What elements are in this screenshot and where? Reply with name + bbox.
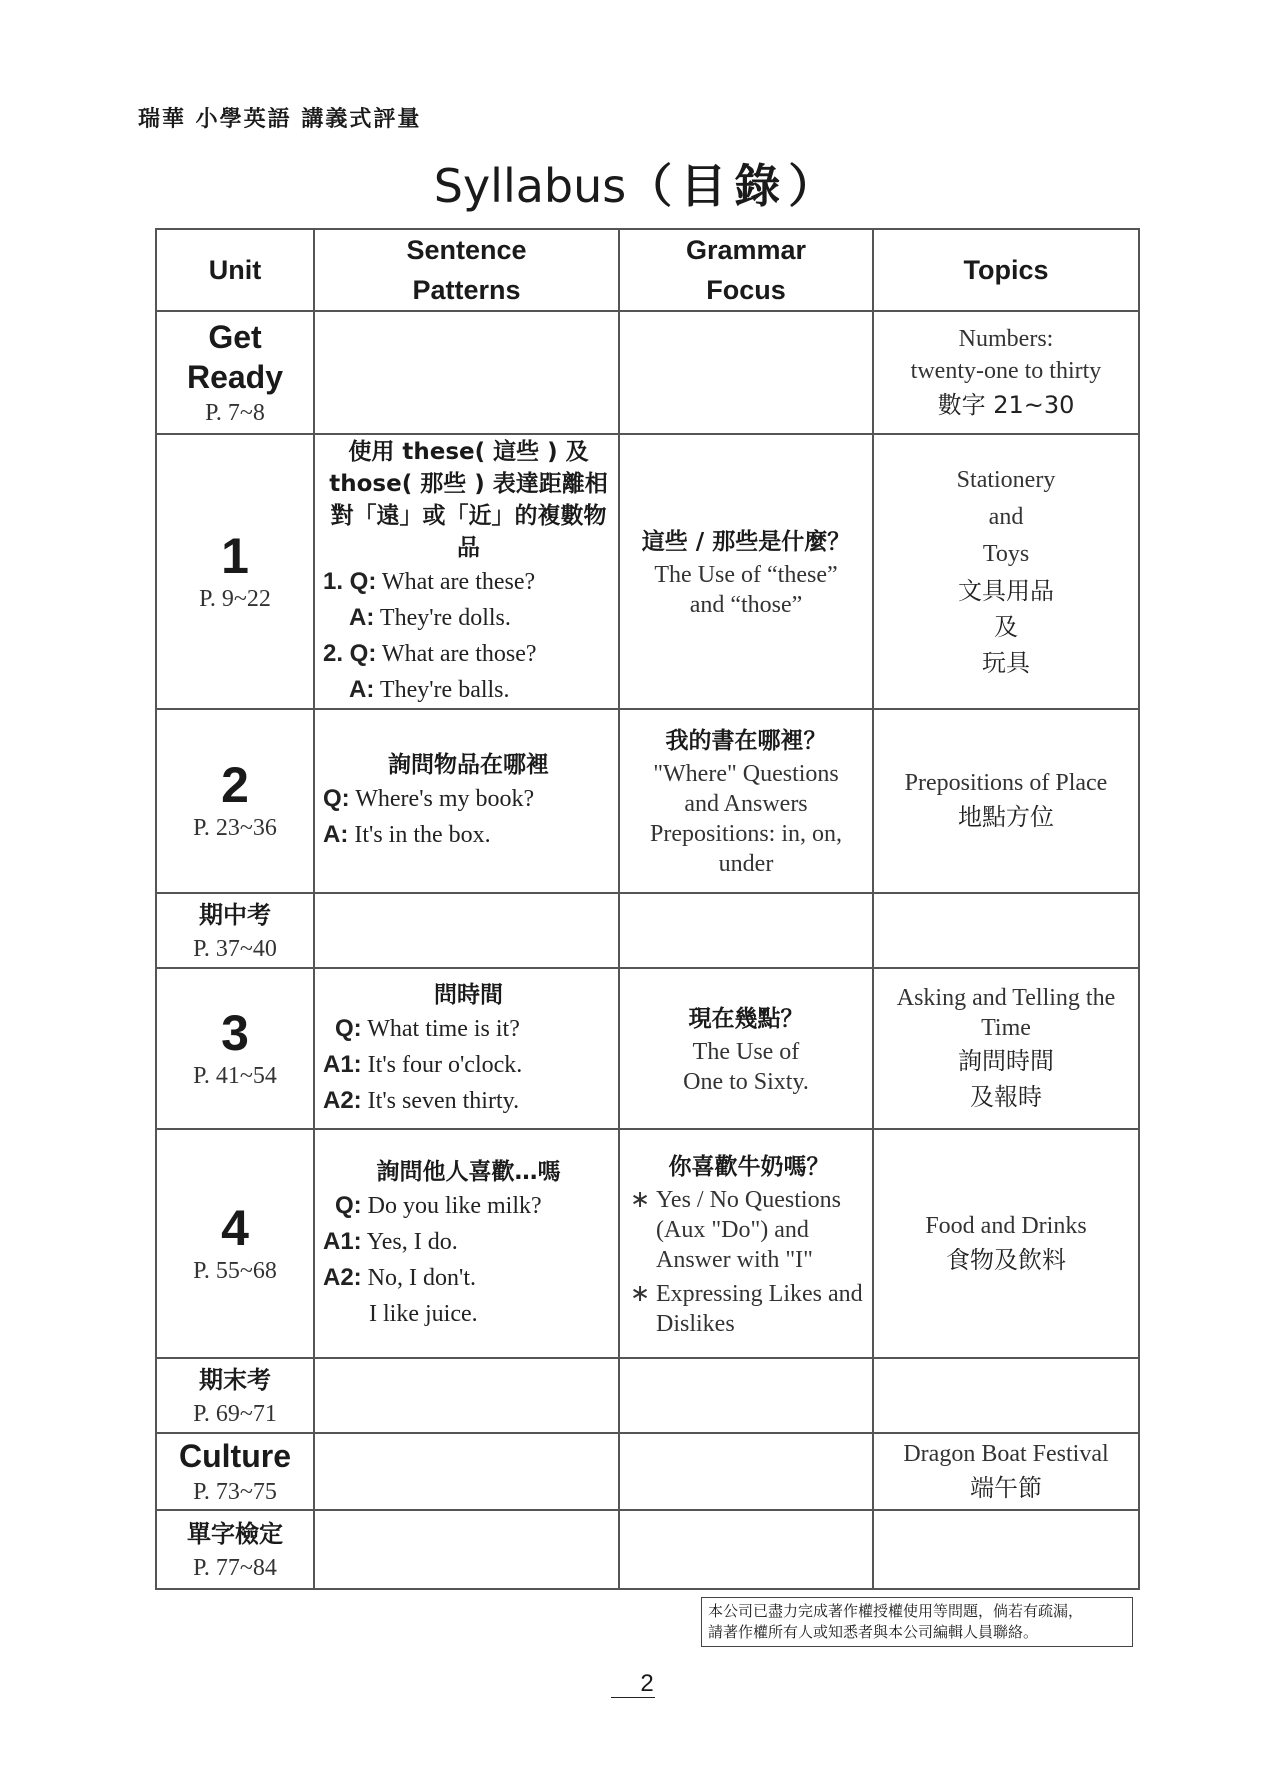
topic-cn-line: 地點方位	[958, 803, 1054, 831]
qa-line: Q: What time is it?	[335, 1014, 520, 1042]
topic-en-line: Toys	[982, 541, 1030, 567]
topics-cell	[873, 709, 1139, 893]
topic-en-line: Asking and Telling the	[896, 984, 1116, 1011]
sentence-pattern-title: 詢問他人喜歡…嗎	[376, 1158, 561, 1185]
notice-line: 本公司已盡力完成著作權授權使用等問題，倘若有疏漏，	[708, 1602, 1084, 1620]
qa-line: A1: It's four o'clock.	[323, 1050, 523, 1078]
grammar-focus-title: 你喜歡牛奶嗎？	[668, 1153, 830, 1180]
sentence-patterns-cell	[314, 311, 619, 434]
qa-line: 1. Q: What are these?	[323, 567, 536, 595]
unit-cell	[156, 1129, 314, 1358]
sentence-patterns-cell	[314, 709, 619, 893]
table-row	[156, 1129, 1139, 1358]
topics-cell	[873, 434, 1139, 709]
page-number-underline	[611, 1697, 655, 1698]
topics-cell	[873, 1433, 1139, 1510]
grammar-focus-cell	[619, 709, 873, 893]
header-line: Patterns	[412, 275, 521, 305]
unit-number: 4	[221, 1199, 249, 1256]
grammar-focus-line: The Use of “these”	[654, 561, 838, 588]
sentence-patterns-cell	[314, 968, 619, 1129]
grammar-focus-line: Prepositions: in, on,	[649, 821, 842, 847]
sentence-patterns-cell	[314, 1129, 619, 1358]
topic-cn-line: 及	[994, 613, 1018, 641]
header-line: Grammar	[685, 235, 807, 265]
page-range: P. 77~84	[193, 1554, 277, 1581]
header-line: Sentence	[406, 235, 527, 265]
page-title-cn: （目錄）	[626, 159, 843, 213]
syllabus-table	[155, 228, 1140, 1590]
grammar-focus-line: "Where" Questions	[653, 761, 839, 787]
page-range: P. 69~71	[193, 1400, 277, 1427]
unit-cell	[156, 1433, 314, 1510]
grammar-focus-line: One to Sixty.	[683, 1068, 809, 1095]
copyright-notice	[701, 1597, 1133, 1647]
qa-line: A: It's in the box.	[323, 821, 491, 848]
asterisk-icon: ∗	[630, 1280, 651, 1307]
table-row	[156, 1433, 1139, 1510]
unit-cell	[156, 968, 314, 1129]
unit-cell	[156, 709, 314, 893]
column-header-unit: Unit	[156, 229, 314, 311]
topics-cell	[873, 1129, 1139, 1358]
column-header-topics: Topics	[873, 229, 1139, 311]
book-series-header: 瑞華 小學英語 講義式評量	[138, 106, 422, 132]
unit-label: 單字檢定	[187, 1519, 283, 1548]
table-header-row	[156, 229, 1139, 311]
unit-number: 1	[221, 527, 249, 584]
unit-label: Culture	[179, 1437, 291, 1474]
qa-line: A2: It's seven thirty.	[323, 1086, 520, 1114]
unit-number: 2	[221, 757, 249, 813]
topic-en-line: Prepositions of Place	[904, 770, 1108, 796]
unit-label: Get Ready	[186, 318, 284, 395]
sentence-pattern-title: 使用 these( 這些 ) 及 those( 那些 ) 表達距離相對「遠」或「近」的複數物品	[329, 438, 608, 561]
table-row	[156, 709, 1139, 893]
topic-cn-line: 端午節	[970, 1473, 1042, 1502]
grammar-focus-cell	[619, 1433, 873, 1510]
unit-cell	[156, 1510, 314, 1589]
grammar-focus-line: under	[718, 851, 774, 877]
asterisk-icon: ∗	[630, 1186, 651, 1213]
column-header-grammar-focus	[619, 229, 873, 311]
topic-en-line: Food and Drinks	[925, 1212, 1087, 1239]
topics-cell	[873, 893, 1139, 968]
sentence-pattern-title: 問時間	[434, 981, 503, 1008]
grammar-focus-cell	[619, 893, 873, 968]
qa-line: Q: Where's my book?	[323, 785, 535, 812]
unit-cell	[156, 893, 314, 968]
header-line: Focus	[706, 275, 786, 305]
topic-cn-line: 文具用品	[958, 577, 1054, 605]
sentence-pattern-title: 詢問物品在哪裡	[388, 752, 549, 778]
qa-line: A1: Yes, I do.	[323, 1227, 458, 1255]
topics-cell	[873, 1510, 1139, 1589]
page-title-en: Syllabus	[433, 159, 627, 213]
topic-cn-line: 詢問時間	[958, 1046, 1054, 1075]
page-range: P. 9~22	[199, 585, 271, 612]
qa-line: I like juice.	[369, 1300, 478, 1327]
table-row	[156, 434, 1139, 709]
page-title	[0, 150, 1276, 216]
unit-cell	[156, 1358, 314, 1433]
qa-line: A: They're balls.	[349, 675, 510, 703]
grammar-focus-cell	[619, 1358, 873, 1433]
grammar-focus-line: and “those”	[689, 591, 803, 618]
grammar-focus-cell	[619, 968, 873, 1129]
page-range: P. 73~75	[193, 1478, 277, 1505]
unit-cell	[156, 311, 314, 434]
page-range: P. 41~54	[193, 1062, 277, 1089]
sentence-patterns-cell	[314, 434, 619, 709]
qa-line: A: They're dolls.	[349, 603, 511, 631]
qa-line: 2. Q: What are those?	[323, 639, 537, 667]
topics-cell	[873, 1358, 1139, 1433]
grammar-focus-line: and Answers	[684, 791, 808, 817]
topic-en-line: twenty-one to thirty	[910, 357, 1102, 384]
sentence-patterns-cell	[314, 1358, 619, 1433]
topics-cell	[873, 311, 1139, 434]
column-header-sentence-patterns	[314, 229, 619, 311]
page-number: 2	[640, 1670, 654, 1697]
topic-cn-line: 玩具	[982, 649, 1030, 677]
sentence-patterns-cell	[314, 893, 619, 968]
topic-en-line: Numbers:	[958, 325, 1054, 352]
sentence-patterns-cell	[314, 1510, 619, 1589]
table-row	[156, 1510, 1139, 1589]
grammar-focus-cell	[619, 434, 873, 709]
topic-cn-line: 及報時	[970, 1082, 1042, 1111]
qa-line: Q: Do you like milk?	[335, 1191, 542, 1219]
table-row	[156, 1358, 1139, 1433]
topic-cn-line: 食物及飲料	[946, 1245, 1066, 1274]
topic-en-line: Stationery	[956, 467, 1056, 493]
unit-label: 期中考	[199, 900, 271, 929]
page-range: P. 7~8	[205, 399, 265, 426]
grammar-focus-cell	[619, 1510, 873, 1589]
topic-cn-line: 數字 21~30	[937, 390, 1075, 419]
unit-cell	[156, 434, 314, 709]
grammar-focus-cell	[619, 311, 873, 434]
topic-en-line: and	[988, 504, 1024, 530]
topic-en-line: Dragon Boat Festival	[903, 1440, 1109, 1467]
topics-cell	[873, 968, 1139, 1129]
notice-line: 請著作權所有人或知悉者與本公司編輯人員聯絡。	[708, 1623, 1039, 1641]
page-range: P. 55~68	[193, 1257, 277, 1284]
sentence-patterns-cell	[314, 1433, 619, 1510]
page-range: P. 23~36	[193, 815, 277, 841]
grammar-focus-cell	[619, 1129, 873, 1358]
table-row	[156, 893, 1139, 968]
table-row	[156, 311, 1139, 434]
unit-label: 期末考	[199, 1365, 271, 1394]
table-row	[156, 968, 1139, 1129]
page-range: P. 37~40	[193, 935, 277, 962]
grammar-focus-title: 這些 / 那些是什麼？	[641, 528, 851, 555]
grammar-focus-title: 我的書在哪裡？	[665, 728, 827, 754]
grammar-focus-bullet: ∗ Yes / No Questions (Aux "Do") and Answer with "I"	[630, 1186, 841, 1273]
grammar-focus-title: 現在幾點？	[688, 1005, 804, 1032]
topic-en-line: Time	[981, 1014, 1031, 1041]
qa-line: A2: No, I don't.	[323, 1263, 476, 1291]
grammar-focus-line: The Use of	[692, 1038, 800, 1065]
unit-number: 3	[221, 1004, 249, 1061]
grammar-focus-bullet: ∗ Expressing Likes and Dislikes	[630, 1280, 863, 1337]
